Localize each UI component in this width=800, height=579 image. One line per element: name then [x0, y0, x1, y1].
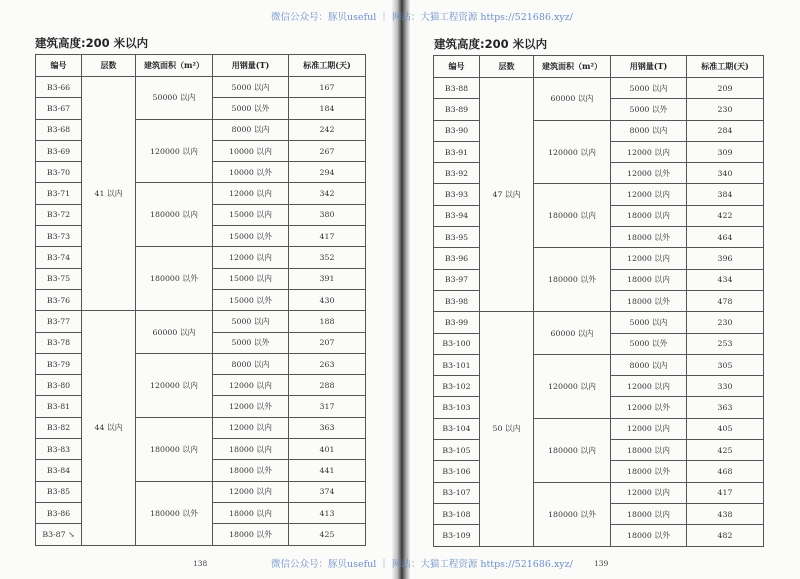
duration-cell: 396 — [687, 248, 764, 269]
area-cell: 60000 以内 — [136, 311, 213, 354]
item-code: B3-106 — [434, 461, 480, 482]
item-code: B3-83 — [36, 439, 82, 460]
watermark-bottom: 微信公众号：豚贝useful ｜ 网站：大猫工程资源 https://521686.xyz/ — [271, 559, 573, 570]
steel-cell: 12000 以外 — [611, 163, 687, 184]
duration-cell: 184 — [289, 98, 366, 119]
item-code: B3-102 — [434, 376, 480, 397]
duration-cell: 207 — [289, 332, 366, 353]
steel-cell: 5000 以外 — [213, 332, 289, 353]
duration-cell: 401 — [289, 439, 366, 460]
duration-cell: 384 — [687, 184, 764, 205]
page-number-right: 139 — [594, 559, 609, 568]
area-cell: 120000 以内 — [136, 119, 213, 183]
steel-cell: 5000 以内 — [213, 77, 289, 98]
item-code: B3-101 — [434, 354, 480, 375]
schedule-table-right — [433, 55, 764, 547]
schedule-table-left — [35, 54, 366, 546]
duration-cell: 464 — [687, 227, 764, 248]
area-cell: 180000 以内 — [136, 417, 213, 481]
item-code: B3-81 — [36, 396, 82, 417]
item-code: B3-74 — [36, 247, 82, 268]
steel-cell: 5000 以外 — [611, 99, 687, 120]
column-header: 用钢量(T) — [213, 55, 289, 77]
area-cell: 180000 以内 — [136, 183, 213, 247]
area-cell: 180000 以内 — [534, 184, 611, 248]
column-header: 用钢量(T) — [611, 56, 687, 78]
steel-cell: 12000 以内 — [213, 481, 289, 502]
duration-cell: 309 — [687, 141, 764, 162]
duration-cell: 242 — [289, 119, 366, 140]
item-code: B3-109 — [434, 525, 480, 546]
item-code: B3-72 — [36, 204, 82, 225]
duration-cell: 230 — [687, 312, 764, 333]
item-code: B3-70 — [36, 162, 82, 183]
item-code: B3-96 — [434, 248, 480, 269]
item-code: B3-84 — [36, 460, 82, 481]
duration-cell: 422 — [687, 205, 764, 226]
steel-cell: 8000 以内 — [611, 120, 687, 141]
steel-cell: 18000 以内 — [611, 269, 687, 290]
steel-cell: 18000 以外 — [213, 524, 289, 545]
area-cell: 180000 以外 — [136, 481, 213, 545]
duration-cell: 340 — [687, 163, 764, 184]
steel-cell: 12000 以内 — [611, 141, 687, 162]
column-header: 编号 — [36, 55, 82, 77]
steel-cell: 18000 以外 — [611, 227, 687, 248]
item-code: B3-85 — [36, 481, 82, 502]
duration-cell: 305 — [687, 354, 764, 375]
duration-cell: 167 — [289, 77, 366, 98]
steel-cell: 15000 以外 — [213, 289, 289, 310]
item-code: B3-99 — [434, 312, 480, 333]
item-code: B3-89 — [434, 99, 480, 120]
steel-cell: 5000 以内 — [611, 312, 687, 333]
page-title-left: 建筑高度:200 米以内 — [35, 36, 149, 50]
item-code: B3-100 — [434, 333, 480, 354]
steel-cell: 12000 以内 — [213, 375, 289, 396]
steel-cell: 15000 以外 — [213, 226, 289, 247]
item-code: B3-93 — [434, 184, 480, 205]
steel-cell: 5000 以内 — [611, 78, 687, 99]
duration-cell: 417 — [687, 482, 764, 503]
area-cell: 180000 以外 — [534, 248, 611, 312]
item-code: B3-92 — [434, 163, 480, 184]
item-code: B3-97 — [434, 269, 480, 290]
table-row — [36, 77, 366, 98]
watermark-top: 微信公众号：豚贝useful ｜ 网站：大猫工程资源 https://521686.xyz/ — [271, 12, 573, 23]
steel-cell: 5000 以外 — [213, 98, 289, 119]
duration-cell: 352 — [289, 247, 366, 268]
steel-cell: 18000 以外 — [611, 461, 687, 482]
header-row — [36, 55, 366, 77]
item-code: B3-86 — [36, 502, 82, 523]
steel-cell: 12000 以内 — [611, 248, 687, 269]
steel-cell: 12000 以内 — [611, 482, 687, 503]
area-cell: 120000 以内 — [136, 353, 213, 417]
duration-cell: 230 — [687, 99, 764, 120]
duration-cell: 267 — [289, 140, 366, 161]
area-cell: 180000 以外 — [534, 482, 611, 546]
item-code: B3-95 — [434, 227, 480, 248]
duration-cell: 438 — [687, 503, 764, 524]
duration-cell: 405 — [687, 418, 764, 439]
steel-cell: 18000 以内 — [611, 440, 687, 461]
item-code: B3-77 — [36, 311, 82, 332]
item-code: B3-76 — [36, 289, 82, 310]
area-cell: 180000 以内 — [534, 418, 611, 482]
item-code: B3-91 — [434, 141, 480, 162]
duration-cell: 380 — [289, 204, 366, 225]
duration-cell: 468 — [687, 461, 764, 482]
duration-cell: 294 — [289, 162, 366, 183]
steel-cell: 12000 以内 — [213, 247, 289, 268]
item-code: B3-73 — [36, 226, 82, 247]
item-code: B3-68 — [36, 119, 82, 140]
duration-cell: 441 — [289, 460, 366, 481]
steel-cell: 18000 以内 — [213, 439, 289, 460]
duration-cell: 342 — [289, 183, 366, 204]
area-cell: 180000 以外 — [136, 247, 213, 311]
steel-cell: 12000 以内 — [611, 184, 687, 205]
table-row — [434, 78, 764, 99]
item-code: B3-71 — [36, 183, 82, 204]
steel-cell: 12000 以外 — [611, 397, 687, 418]
steel-cell: 12000 以外 — [213, 396, 289, 417]
area-cell: 60000 以内 — [534, 78, 611, 121]
steel-cell: 18000 以内 — [213, 502, 289, 523]
item-code: B3-79 — [36, 353, 82, 374]
steel-cell: 18000 以外 — [611, 525, 687, 546]
duration-cell: 317 — [289, 396, 366, 417]
duration-cell: 478 — [687, 290, 764, 311]
book-spine — [392, 0, 410, 579]
floors-cell: 50 以内 — [480, 312, 534, 546]
duration-cell: 425 — [289, 524, 366, 545]
item-code: B3-67 — [36, 98, 82, 119]
item-code: B3-103 — [434, 397, 480, 418]
steel-cell: 8000 以内 — [213, 119, 289, 140]
duration-cell: 363 — [289, 417, 366, 438]
column-header: 层数 — [82, 55, 136, 77]
column-header: 层数 — [480, 56, 534, 78]
page-number-left: 138 — [193, 559, 208, 568]
steel-cell: 5000 以外 — [611, 333, 687, 354]
duration-cell: 363 — [687, 397, 764, 418]
area-cell: 120000 以内 — [534, 354, 611, 418]
duration-cell: 482 — [687, 525, 764, 546]
steel-cell: 10000 以外 — [213, 162, 289, 183]
column-header: 建筑面积（m²） — [534, 56, 611, 78]
header-row — [434, 56, 764, 78]
area-cell: 50000 以内 — [136, 77, 213, 120]
duration-cell: 253 — [687, 333, 764, 354]
steel-cell: 8000 以内 — [213, 353, 289, 374]
area-cell: 60000 以内 — [534, 312, 611, 355]
item-code: B3-69 — [36, 140, 82, 161]
steel-cell: 18000 以内 — [611, 503, 687, 524]
duration-cell: 391 — [289, 268, 366, 289]
steel-cell: 15000 以内 — [213, 204, 289, 225]
floors-cell: 41 以内 — [82, 77, 136, 311]
column-header: 标准工期(天) — [289, 55, 366, 77]
duration-cell: 434 — [687, 269, 764, 290]
item-code: B3-88 — [434, 78, 480, 99]
steel-cell: 15000 以内 — [213, 268, 289, 289]
item-code: B3-94 — [434, 205, 480, 226]
column-header: 建筑面积（m²） — [136, 55, 213, 77]
duration-cell: 430 — [289, 289, 366, 310]
item-code: B3-107 — [434, 482, 480, 503]
item-code: B3-75 — [36, 268, 82, 289]
table-row — [36, 311, 366, 332]
page-title-right: 建筑高度:200 米以内 — [434, 37, 548, 51]
item-code: B3-105 — [434, 440, 480, 461]
steel-cell: 18000 以外 — [611, 290, 687, 311]
duration-cell: 417 — [289, 226, 366, 247]
item-code: B3-98 — [434, 290, 480, 311]
duration-cell: 188 — [289, 311, 366, 332]
table-row — [434, 312, 764, 333]
item-code: B3-87 ↘ — [36, 524, 82, 545]
steel-cell: 18000 以外 — [213, 460, 289, 481]
item-code: B3-108 — [434, 503, 480, 524]
item-code: B3-104 — [434, 418, 480, 439]
column-header: 标准工期(天) — [687, 56, 764, 78]
duration-cell: 330 — [687, 376, 764, 397]
duration-cell: 413 — [289, 502, 366, 523]
item-code: B3-90 — [434, 120, 480, 141]
steel-cell: 10000 以内 — [213, 140, 289, 161]
floors-cell: 47 以内 — [480, 78, 534, 312]
floors-cell: 44 以内 — [82, 311, 136, 545]
steel-cell: 12000 以内 — [213, 183, 289, 204]
area-cell: 120000 以内 — [534, 120, 611, 184]
duration-cell: 209 — [687, 78, 764, 99]
steel-cell: 12000 以内 — [213, 417, 289, 438]
item-code: B3-78 — [36, 332, 82, 353]
item-code: B3-80 — [36, 375, 82, 396]
steel-cell: 12000 以内 — [611, 418, 687, 439]
duration-cell: 425 — [687, 440, 764, 461]
duration-cell: 288 — [289, 375, 366, 396]
item-code: B3-66 — [36, 77, 82, 98]
steel-cell: 12000 以内 — [611, 376, 687, 397]
item-code: B3-82 — [36, 417, 82, 438]
steel-cell: 8000 以内 — [611, 354, 687, 375]
steel-cell: 18000 以内 — [611, 205, 687, 226]
column-header: 编号 — [434, 56, 480, 78]
duration-cell: 263 — [289, 353, 366, 374]
duration-cell: 374 — [289, 481, 366, 502]
steel-cell: 5000 以内 — [213, 311, 289, 332]
duration-cell: 284 — [687, 120, 764, 141]
